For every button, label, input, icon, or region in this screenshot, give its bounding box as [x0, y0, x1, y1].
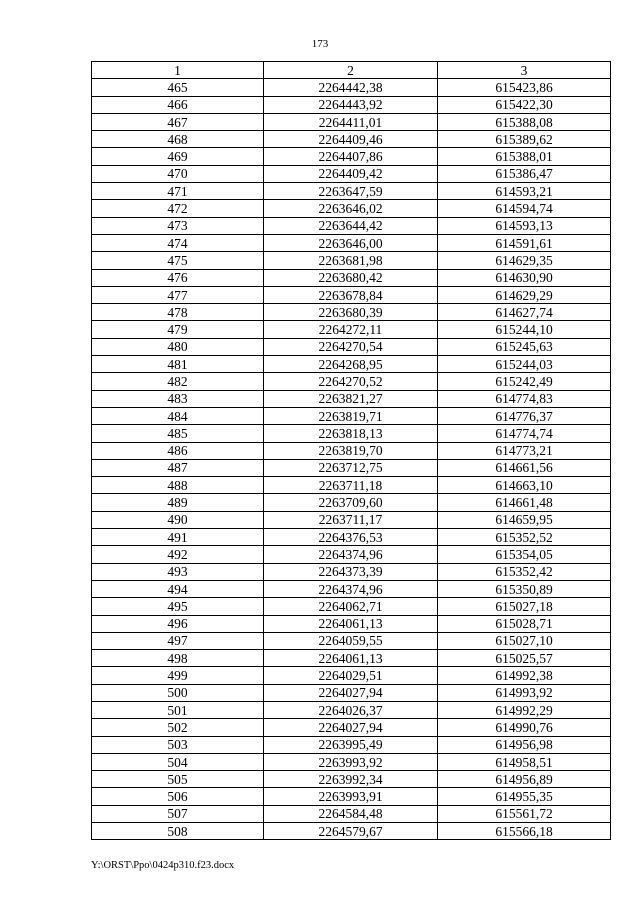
table-body	[92, 79, 611, 840]
table-row	[92, 511, 611, 528]
table-row	[92, 563, 611, 580]
x-coordinate-cell: 2263680,42	[264, 269, 438, 286]
x-coordinate-cell: 2264270,54	[264, 338, 438, 355]
point-number-cell: 469	[92, 148, 264, 165]
x-coordinate-cell: 2264027,94	[264, 719, 438, 736]
y-coordinate-cell: 614663,10	[438, 477, 611, 494]
point-number-cell: 493	[92, 563, 264, 580]
x-coordinate-cell: 2263644,42	[264, 217, 438, 234]
point-number-cell: 465	[92, 79, 264, 96]
y-coordinate-cell: 615352,52	[438, 529, 611, 546]
x-coordinate-cell: 2263678,84	[264, 286, 438, 303]
x-coordinate-cell: 2264027,94	[264, 684, 438, 701]
x-coordinate-cell: 2264407,86	[264, 148, 438, 165]
y-coordinate-cell: 614774,83	[438, 390, 611, 407]
x-coordinate-cell: 2264411,01	[264, 113, 438, 130]
x-coordinate-cell: 2264376,53	[264, 529, 438, 546]
table-row	[92, 338, 611, 355]
x-coordinate-cell: 2263680,39	[264, 304, 438, 321]
y-coordinate-cell: 615350,89	[438, 580, 611, 597]
x-coordinate-cell: 2264268,95	[264, 356, 438, 373]
table-row	[92, 234, 611, 251]
table-row	[92, 407, 611, 424]
y-coordinate-cell: 614990,76	[438, 719, 611, 736]
y-coordinate-cell: 615386,47	[438, 165, 611, 182]
column-header-3: 3	[438, 62, 611, 79]
y-coordinate-cell: 615354,05	[438, 546, 611, 563]
point-number-cell: 466	[92, 96, 264, 113]
point-number-cell: 508	[92, 823, 264, 840]
x-coordinate-cell: 2263819,71	[264, 407, 438, 424]
y-coordinate-cell: 615242,49	[438, 373, 611, 390]
x-coordinate-cell: 2263681,98	[264, 252, 438, 269]
table-row	[92, 442, 611, 459]
table-row	[92, 667, 611, 684]
table-row	[92, 200, 611, 217]
point-number-cell: 490	[92, 511, 264, 528]
point-number-cell: 471	[92, 183, 264, 200]
y-coordinate-cell: 614659,95	[438, 511, 611, 528]
y-coordinate-cell: 614630,90	[438, 269, 611, 286]
point-number-cell: 481	[92, 356, 264, 373]
x-coordinate-cell: 2263992,34	[264, 771, 438, 788]
column-header-2: 2	[264, 62, 438, 79]
table-row	[92, 632, 611, 649]
x-coordinate-cell: 2264442,38	[264, 79, 438, 96]
table-row	[92, 148, 611, 165]
point-number-cell: 498	[92, 650, 264, 667]
point-number-cell: 501	[92, 701, 264, 718]
point-number-cell: 485	[92, 425, 264, 442]
y-coordinate-cell: 614774,74	[438, 425, 611, 442]
y-coordinate-cell: 615423,86	[438, 79, 611, 96]
point-number-cell: 474	[92, 234, 264, 251]
table-row	[92, 373, 611, 390]
table-row	[92, 719, 611, 736]
y-coordinate-cell: 614956,89	[438, 771, 611, 788]
x-coordinate-cell: 2264029,51	[264, 667, 438, 684]
x-coordinate-cell: 2263647,59	[264, 183, 438, 200]
point-number-cell: 472	[92, 200, 264, 217]
table-row	[92, 580, 611, 597]
x-coordinate-cell: 2264409,46	[264, 131, 438, 148]
x-coordinate-cell: 2263821,27	[264, 390, 438, 407]
y-coordinate-cell: 614955,35	[438, 788, 611, 805]
y-coordinate-cell: 614992,29	[438, 701, 611, 718]
point-number-cell: 495	[92, 598, 264, 615]
y-coordinate-cell: 614958,51	[438, 753, 611, 770]
y-coordinate-cell: 614627,74	[438, 304, 611, 321]
x-coordinate-cell: 2264062,71	[264, 598, 438, 615]
table-row	[92, 252, 611, 269]
column-header-1: 1	[92, 62, 264, 79]
table-row	[92, 823, 611, 840]
x-coordinate-cell: 2263711,18	[264, 477, 438, 494]
x-coordinate-cell: 2263712,75	[264, 459, 438, 476]
point-number-cell: 507	[92, 805, 264, 822]
table-header-row	[92, 62, 611, 79]
y-coordinate-cell: 614593,21	[438, 183, 611, 200]
table-row	[92, 494, 611, 511]
table-row	[92, 425, 611, 442]
table-row	[92, 183, 611, 200]
point-number-cell: 503	[92, 736, 264, 753]
y-coordinate-cell: 614594,74	[438, 200, 611, 217]
point-number-cell: 480	[92, 338, 264, 355]
table-row	[92, 788, 611, 805]
table-row	[92, 701, 611, 718]
x-coordinate-cell: 2263646,02	[264, 200, 438, 217]
table-row	[92, 286, 611, 303]
x-coordinate-cell: 2264061,13	[264, 615, 438, 632]
table-row	[92, 321, 611, 338]
point-number-cell: 483	[92, 390, 264, 407]
point-number-cell: 482	[92, 373, 264, 390]
point-number-cell: 473	[92, 217, 264, 234]
table-row	[92, 546, 611, 563]
table-row	[92, 753, 611, 770]
table-row	[92, 615, 611, 632]
table-row	[92, 304, 611, 321]
table-row	[92, 529, 611, 546]
table-row	[92, 113, 611, 130]
point-number-cell: 470	[92, 165, 264, 182]
x-coordinate-cell: 2264059,55	[264, 632, 438, 649]
x-coordinate-cell: 2264579,67	[264, 823, 438, 840]
x-coordinate-cell: 2263819,70	[264, 442, 438, 459]
y-coordinate-cell: 615389,62	[438, 131, 611, 148]
table-row	[92, 79, 611, 96]
point-number-cell: 489	[92, 494, 264, 511]
y-coordinate-cell: 614629,29	[438, 286, 611, 303]
y-coordinate-cell: 614661,48	[438, 494, 611, 511]
x-coordinate-cell: 2264374,96	[264, 546, 438, 563]
table-row	[92, 269, 611, 286]
table-row	[92, 459, 611, 476]
x-coordinate-cell: 2264409,42	[264, 165, 438, 182]
y-coordinate-cell: 615422,30	[438, 96, 611, 113]
y-coordinate-cell: 615245,63	[438, 338, 611, 355]
x-coordinate-cell: 2264061,13	[264, 650, 438, 667]
y-coordinate-cell: 615566,18	[438, 823, 611, 840]
table-row	[92, 165, 611, 182]
point-number-cell: 488	[92, 477, 264, 494]
point-number-cell: 487	[92, 459, 264, 476]
y-coordinate-cell: 615352,42	[438, 563, 611, 580]
table-row	[92, 131, 611, 148]
point-number-cell: 499	[92, 667, 264, 684]
point-number-cell: 497	[92, 632, 264, 649]
table-row	[92, 736, 611, 753]
table-row	[92, 684, 611, 701]
y-coordinate-cell: 615025,57	[438, 650, 611, 667]
y-coordinate-cell: 615027,10	[438, 632, 611, 649]
x-coordinate-cell: 2264443,92	[264, 96, 438, 113]
x-coordinate-cell: 2263646,00	[264, 234, 438, 251]
table-row	[92, 650, 611, 667]
table-row	[92, 598, 611, 615]
y-coordinate-cell: 614593,13	[438, 217, 611, 234]
x-coordinate-cell: 2264374,96	[264, 580, 438, 597]
point-number-cell: 467	[92, 113, 264, 130]
x-coordinate-cell: 2263995,49	[264, 736, 438, 753]
x-coordinate-cell: 2264272,11	[264, 321, 438, 338]
point-number-cell: 506	[92, 788, 264, 805]
table-row	[92, 356, 611, 373]
y-coordinate-cell: 615388,01	[438, 148, 611, 165]
page-number: 173	[311, 38, 329, 50]
point-number-cell: 477	[92, 286, 264, 303]
point-number-cell: 468	[92, 131, 264, 148]
x-coordinate-cell: 2263993,91	[264, 788, 438, 805]
coordinates-table	[91, 61, 611, 840]
table-row	[92, 390, 611, 407]
x-coordinate-cell: 2264270,52	[264, 373, 438, 390]
table-row	[92, 771, 611, 788]
x-coordinate-cell: 2264373,39	[264, 563, 438, 580]
point-number-cell: 476	[92, 269, 264, 286]
table-row	[92, 477, 611, 494]
point-number-cell: 500	[92, 684, 264, 701]
point-number-cell: 475	[92, 252, 264, 269]
point-number-cell: 478	[92, 304, 264, 321]
y-coordinate-cell: 614591,61	[438, 234, 611, 251]
x-coordinate-cell: 2263709,60	[264, 494, 438, 511]
y-coordinate-cell: 614993,92	[438, 684, 611, 701]
y-coordinate-cell: 614629,35	[438, 252, 611, 269]
point-number-cell: 484	[92, 407, 264, 424]
point-number-cell: 479	[92, 321, 264, 338]
table-row	[92, 217, 611, 234]
y-coordinate-cell: 615388,08	[438, 113, 611, 130]
point-number-cell: 491	[92, 529, 264, 546]
point-number-cell: 502	[92, 719, 264, 736]
footer-file-path: Y:\ORST\Ppo\0424p310.f23.docx	[91, 860, 235, 871]
point-number-cell: 492	[92, 546, 264, 563]
table-row	[92, 805, 611, 822]
y-coordinate-cell: 614956,98	[438, 736, 611, 753]
point-number-cell: 504	[92, 753, 264, 770]
point-number-cell: 505	[92, 771, 264, 788]
y-coordinate-cell: 615244,03	[438, 356, 611, 373]
y-coordinate-cell: 614992,38	[438, 667, 611, 684]
point-number-cell: 486	[92, 442, 264, 459]
y-coordinate-cell: 614661,56	[438, 459, 611, 476]
y-coordinate-cell: 615028,71	[438, 615, 611, 632]
y-coordinate-cell: 615561,72	[438, 805, 611, 822]
x-coordinate-cell: 2263818,13	[264, 425, 438, 442]
x-coordinate-cell: 2263711,17	[264, 511, 438, 528]
y-coordinate-cell: 614773,21	[438, 442, 611, 459]
x-coordinate-cell: 2263993,92	[264, 753, 438, 770]
x-coordinate-cell: 2264584,48	[264, 805, 438, 822]
table-row	[92, 96, 611, 113]
y-coordinate-cell: 614776,37	[438, 407, 611, 424]
y-coordinate-cell: 615244,10	[438, 321, 611, 338]
x-coordinate-cell: 2264026,37	[264, 701, 438, 718]
y-coordinate-cell: 615027,18	[438, 598, 611, 615]
point-number-cell: 496	[92, 615, 264, 632]
point-number-cell: 494	[92, 580, 264, 597]
